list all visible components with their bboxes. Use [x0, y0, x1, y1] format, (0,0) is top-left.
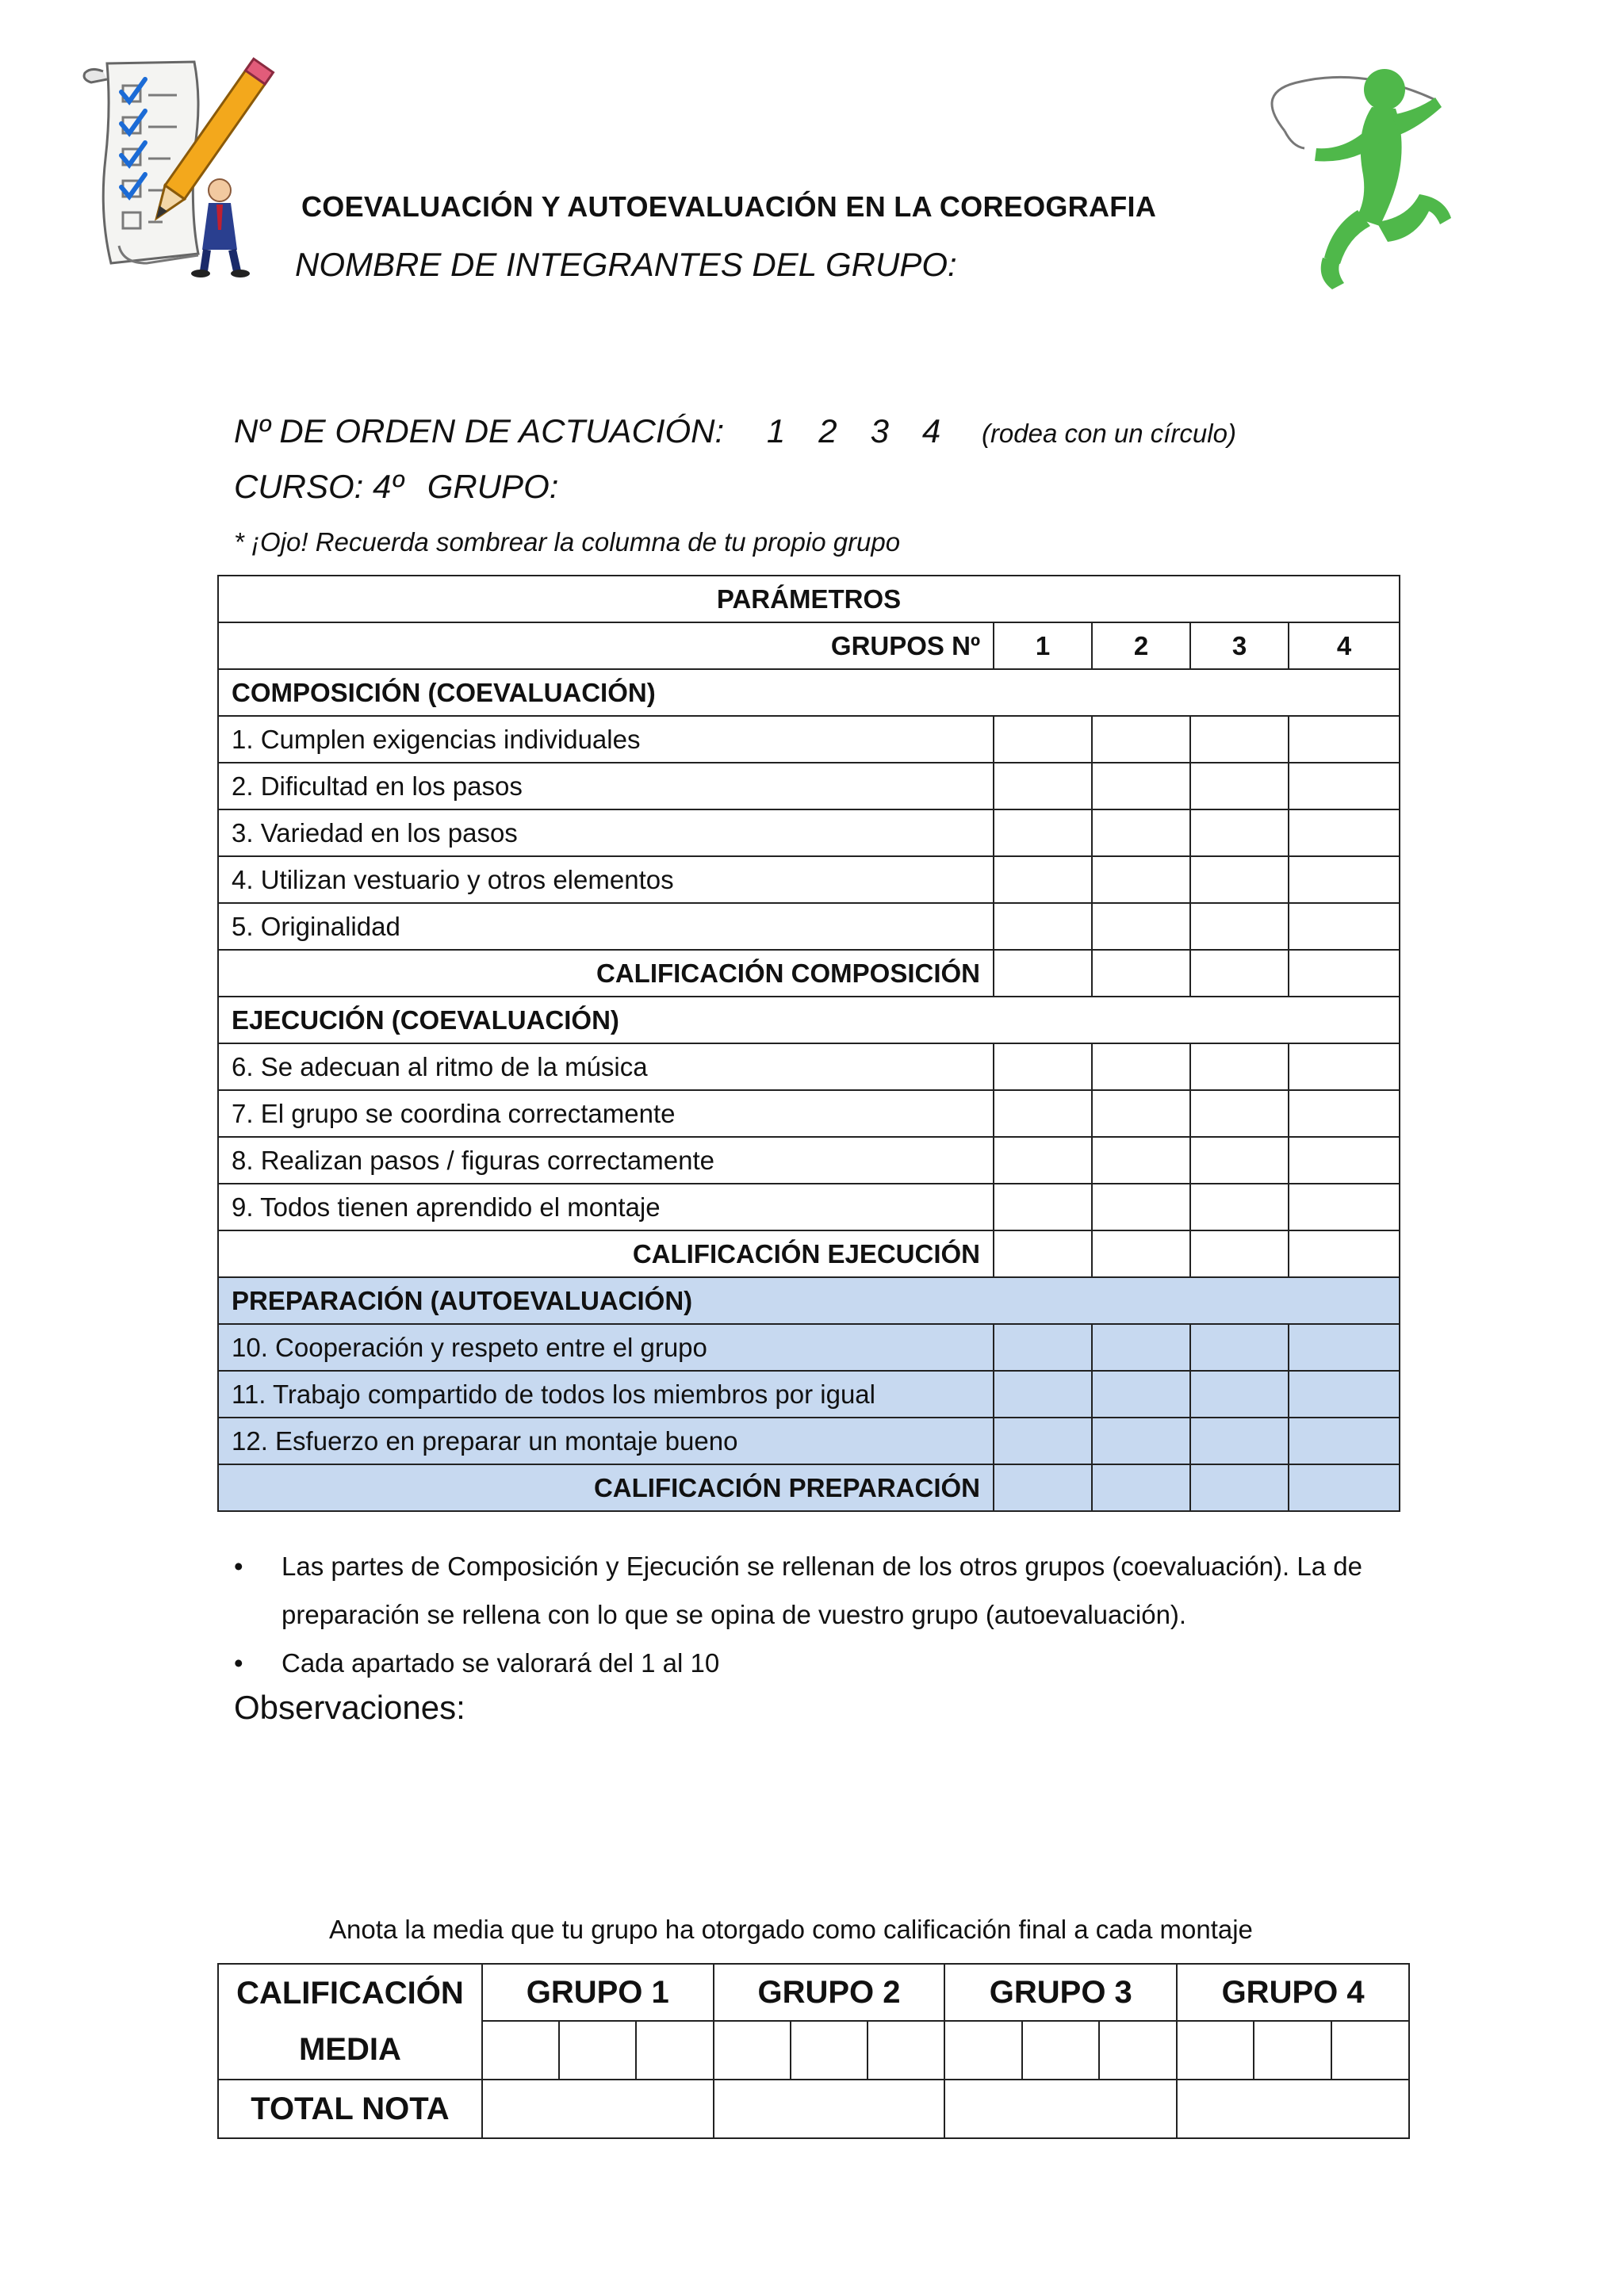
grade-cell[interactable]: [791, 2021, 868, 2080]
total-cell-group-3[interactable]: [944, 2080, 1177, 2138]
score-cell[interactable]: [1289, 763, 1400, 809]
score-cell[interactable]: [1289, 1324, 1400, 1371]
score-cell[interactable]: [994, 903, 1092, 950]
score-cell[interactable]: [1190, 856, 1289, 903]
group-label: GRUPO:: [427, 468, 559, 505]
grade-cell[interactable]: [868, 2021, 944, 2080]
score-cell[interactable]: [1190, 1371, 1289, 1418]
shading-reminder: * ¡Ojo! Recuerda sombrear la columna de tu propio grupo: [234, 527, 901, 557]
table-row: [218, 1137, 1400, 1184]
score-cell[interactable]: [994, 1464, 1092, 1511]
score-cell[interactable]: [1092, 1418, 1190, 1464]
table-row: [218, 903, 1400, 950]
score-cell[interactable]: [1092, 716, 1190, 763]
criterion-label: 11. Trabajo compartido de todos los miembros por igual: [218, 1371, 994, 1418]
score-cell[interactable]: [1289, 950, 1400, 997]
score-cell[interactable]: [1289, 1230, 1400, 1277]
score-cell[interactable]: [1289, 1418, 1400, 1464]
observations-label: Observaciones:: [234, 1689, 465, 1726]
criterion-label: 2. Dificultad en los pasos: [218, 763, 994, 809]
group-col-4: 4: [1289, 622, 1400, 669]
score-cell[interactable]: [1190, 950, 1289, 997]
group-col-3: 3: [1190, 622, 1289, 669]
total-cell-group-1[interactable]: [482, 2080, 714, 2138]
score-cell[interactable]: [1092, 1464, 1190, 1511]
course-line: [234, 468, 558, 506]
document-title: COEVALUACIÓN Y AUTOEVALUACIÓN EN LA COREOGRAFIA: [301, 190, 1157, 223]
instruction-text: Cada apartado se valorará del 1 al 10: [282, 1648, 720, 1678]
final-grade-table: [217, 1963, 1410, 2139]
grade-cell[interactable]: [944, 2021, 1021, 2080]
groups-number-label: GRUPOS Nº: [218, 622, 994, 669]
section-heading-composicion: COMPOSICIÓN (COEVALUACIÓN): [218, 669, 1400, 716]
table-row: [218, 1324, 1400, 1371]
grade-cell[interactable]: [1099, 2021, 1177, 2080]
table-row: [218, 1418, 1400, 1464]
score-cell[interactable]: [1190, 1043, 1289, 1090]
section-total-label: CALIFICACIÓN PREPARACIÓN: [218, 1464, 994, 1511]
order-option-1[interactable]: 1: [766, 412, 786, 450]
score-cell[interactable]: [994, 856, 1092, 903]
score-cell[interactable]: [994, 1184, 1092, 1230]
average-grade-label-line1: CALIFICACIÓN: [236, 1976, 464, 2011]
score-cell[interactable]: [994, 763, 1092, 809]
score-cell[interactable]: [994, 1090, 1092, 1137]
score-cell[interactable]: [1289, 1371, 1400, 1418]
criterion-label: 9. Todos tienen aprendido el montaje: [218, 1184, 994, 1230]
score-cell[interactable]: [1092, 1043, 1190, 1090]
average-grade-label-line2: MEDIA: [298, 2032, 401, 2067]
score-cell[interactable]: [1289, 856, 1400, 903]
criterion-label: 12. Esfuerzo en preparar un montaje bueno: [218, 1418, 994, 1464]
table-row: [218, 950, 1400, 997]
group-4-header: GRUPO 4: [1177, 1964, 1409, 2021]
total-cell-group-4[interactable]: [1177, 2080, 1409, 2138]
checklist-pencil-icon: [75, 55, 282, 277]
score-cell[interactable]: [1092, 903, 1190, 950]
list-item: [234, 1542, 1408, 1639]
criterion-label: 8. Realizan pasos / figuras correctamente: [218, 1137, 994, 1184]
score-cell[interactable]: [1190, 1137, 1289, 1184]
score-cell[interactable]: [1092, 856, 1190, 903]
bullet-icon: •: [234, 1552, 243, 1581]
order-hint: (rodea con un círculo): [981, 419, 1236, 448]
group-col-1: 1: [994, 622, 1092, 669]
group-2-header: GRUPO 2: [714, 1964, 945, 2021]
score-cell[interactable]: [1289, 1090, 1400, 1137]
order-option-3[interactable]: 3: [870, 412, 889, 450]
score-cell[interactable]: [1289, 1464, 1400, 1511]
score-cell[interactable]: [1190, 1418, 1289, 1464]
criterion-label: 5. Originalidad: [218, 903, 994, 950]
score-cell[interactable]: [1092, 1137, 1190, 1184]
jump-rope-figure-icon: [1237, 59, 1491, 297]
grade-instruction: Anota la media que tu grupo ha otorgado como calificación final a cada montaje: [329, 1915, 1253, 1944]
table-row: [218, 856, 1400, 903]
performance-order-line: [234, 412, 1236, 450]
score-cell[interactable]: [1190, 716, 1289, 763]
score-cell[interactable]: [1190, 903, 1289, 950]
parameters-header: PARÁMETROS: [218, 576, 1400, 622]
list-item: [234, 1639, 1408, 1687]
score-cell[interactable]: [1190, 1230, 1289, 1277]
score-cell[interactable]: [1092, 1090, 1190, 1137]
total-cell-group-2[interactable]: [714, 2080, 945, 2138]
score-cell[interactable]: [1092, 763, 1190, 809]
criterion-label: 4. Utilizan vestuario y otros elementos: [218, 856, 994, 903]
score-cell[interactable]: [1092, 1371, 1190, 1418]
bullet-icon: •: [234, 1648, 243, 1678]
group-3-header: GRUPO 3: [944, 1964, 1177, 2021]
order-option-2[interactable]: 2: [818, 412, 837, 450]
average-grade-label: [218, 1964, 482, 2080]
score-cell[interactable]: [1289, 1137, 1400, 1184]
table-row: [218, 1371, 1400, 1418]
group-1-header: GRUPO 1: [482, 1964, 714, 2021]
grade-cell[interactable]: [559, 2021, 636, 2080]
section-heading-ejecucion: EJECUCIÓN (COEVALUACIÓN): [218, 997, 1400, 1043]
score-cell[interactable]: [1289, 903, 1400, 950]
score-cell[interactable]: [994, 716, 1092, 763]
grade-cell[interactable]: [1254, 2021, 1331, 2080]
group-col-2: 2: [1092, 622, 1190, 669]
grade-cell[interactable]: [1022, 2021, 1099, 2080]
total-grade-label: TOTAL NOTA: [218, 2080, 482, 2138]
criterion-label: 6. Se adecuan al ritmo de la música: [218, 1043, 994, 1090]
score-cell[interactable]: [1289, 1043, 1400, 1090]
criterion-label: 1. Cumplen exigencias individuales: [218, 716, 994, 763]
score-cell[interactable]: [994, 809, 1092, 856]
score-cell[interactable]: [994, 950, 1092, 997]
score-cell[interactable]: [1092, 1230, 1190, 1277]
course-label: CURSO: 4º: [234, 468, 404, 505]
grade-cell[interactable]: [636, 2021, 713, 2080]
table-row: [218, 716, 1400, 763]
score-cell[interactable]: [1190, 1090, 1289, 1137]
table-row: [218, 763, 1400, 809]
score-cell[interactable]: [994, 1324, 1092, 1371]
score-cell[interactable]: [1190, 1184, 1289, 1230]
table-row: [218, 1090, 1400, 1137]
score-cell[interactable]: [994, 1418, 1092, 1464]
section-heading-preparacion: PREPARACIÓN (AUTOEVALUACIÓN): [218, 1277, 1400, 1324]
score-cell[interactable]: [1092, 809, 1190, 856]
table-row: [218, 1230, 1400, 1277]
score-cell[interactable]: [1092, 1184, 1190, 1230]
score-cell[interactable]: [1289, 716, 1400, 763]
criterion-label: 7. El grupo se coordina correctamente: [218, 1090, 994, 1137]
score-cell[interactable]: [994, 1043, 1092, 1090]
score-cell[interactable]: [1289, 1184, 1400, 1230]
table-row: [218, 1184, 1400, 1230]
grade-cell[interactable]: [1331, 2021, 1409, 2080]
performance-order-label: Nº DE ORDEN DE ACTUACIÓN:: [234, 412, 725, 450]
order-option-4[interactable]: 4: [921, 412, 941, 450]
table-row: [218, 809, 1400, 856]
score-cell[interactable]: [1092, 950, 1190, 997]
score-cell[interactable]: [1190, 763, 1289, 809]
criterion-label: 10. Cooperación y respeto entre el grupo: [218, 1324, 994, 1371]
score-cell[interactable]: [1190, 1324, 1289, 1371]
score-cell[interactable]: [994, 1230, 1092, 1277]
grade-cell[interactable]: [714, 2021, 791, 2080]
score-cell[interactable]: [994, 1137, 1092, 1184]
grade-cell[interactable]: [482, 2021, 559, 2080]
evaluation-table: [217, 575, 1400, 1512]
instruction-text: Las partes de Composición y Ejecución se rellenan de los otros grupos (coevaluación). La de preparación se rellena con lo que se opina de vuestro grupo (autoevaluación).: [282, 1552, 1362, 1629]
criterion-label: 3. Variedad en los pasos: [218, 809, 994, 856]
score-cell[interactable]: [1092, 1324, 1190, 1371]
instructions-list: [234, 1542, 1408, 1687]
table-row: [218, 1464, 1400, 1511]
score-cell[interactable]: [1289, 809, 1400, 856]
section-total-label: CALIFICACIÓN EJECUCIÓN: [218, 1230, 994, 1277]
grade-cell[interactable]: [1177, 2021, 1254, 2080]
score-cell[interactable]: [994, 1371, 1092, 1418]
score-cell[interactable]: [1190, 1464, 1289, 1511]
group-members-label: NOMBRE DE INTEGRANTES DEL GRUPO:: [295, 246, 957, 283]
table-row: [218, 1043, 1400, 1090]
score-cell[interactable]: [1190, 809, 1289, 856]
section-total-label: CALIFICACIÓN COMPOSICIÓN: [218, 950, 994, 997]
